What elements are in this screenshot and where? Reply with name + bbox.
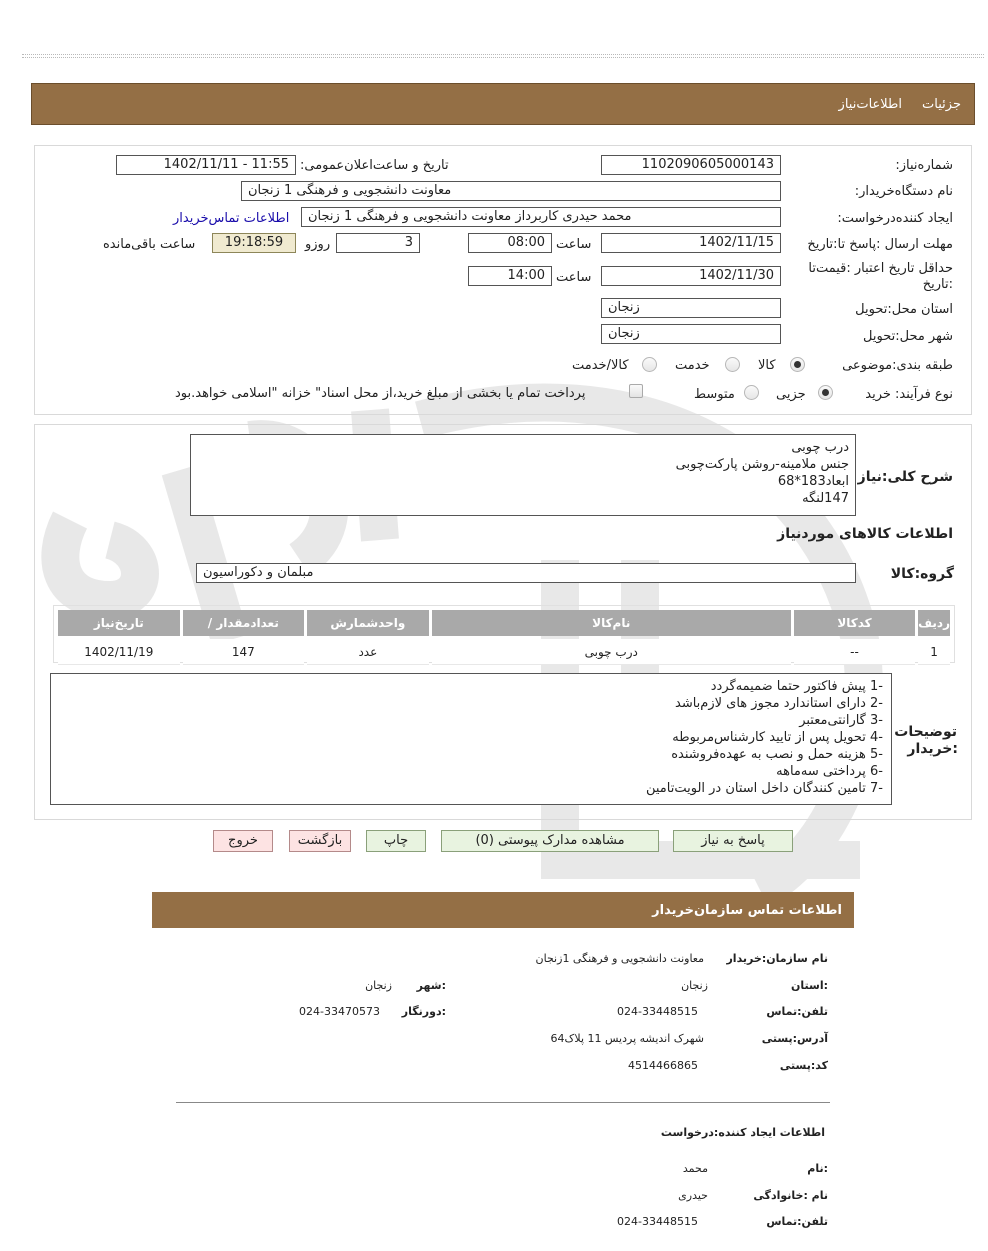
creator-family-label: نام :خانوادگی — [753, 1189, 828, 1202]
goods-group-field: مبلمان و دکوراسیون — [196, 563, 856, 583]
breadcrumb-details[interactable]: جزئیات — [922, 97, 961, 112]
col-code: کدکالا — [794, 610, 915, 636]
process-label: نوع فرآیند: خرید — [865, 387, 953, 402]
description-line: درب چوبی — [791, 440, 849, 455]
contact-phone-label: تلفن:تماس — [766, 1005, 828, 1018]
print-button[interactable]: چاپ — [366, 830, 426, 852]
contact-divider — [176, 1102, 830, 1103]
contact-city-label: :شهر — [416, 979, 446, 992]
creator-field: محمد حیدری کاربرداز معاونت دانشجویی و فرهنگی 1 زنجان — [301, 207, 781, 227]
note-line: -4 تحویل پس از تایید کارشناس‌مربوطه — [672, 730, 883, 745]
cell-date: 1402/11/19 — [58, 639, 180, 665]
buyer-label: نام دستگاه‌خریدار: — [854, 184, 953, 199]
col-date: تاریخ‌نیاز — [58, 610, 180, 636]
deadline-time-field: 08:00 — [468, 233, 552, 253]
cell-row: 1 — [918, 639, 950, 665]
reply-button[interactable]: پاسخ به نیاز — [673, 830, 793, 852]
category-both-label: کالا/خدمت — [572, 358, 629, 373]
goods-section-title: اطلاعات کالاهای مورد‌نیاز — [777, 526, 953, 542]
city-label: شهر محل:تحویل — [863, 329, 953, 344]
remaining-time-field: 19:18:59 — [212, 233, 296, 253]
buyer-notes-label: توضیحات — [894, 724, 957, 740]
goods-table — [55, 607, 953, 668]
note-line: -5 هزینه حمل و نصب به عهده‌فروشنده — [671, 747, 883, 762]
contact-postal-label: کد:پستی — [779, 1059, 828, 1072]
page-header — [31, 83, 975, 125]
city-field: زنجان — [601, 324, 781, 344]
note-line: -7 تامین کنندگان داخل استان در الویت‌تامین — [645, 781, 883, 796]
validity-date-field: 1402/11/30 — [601, 266, 781, 286]
announce-datetime-field: 1402/11/11 - 11:55 — [116, 155, 296, 175]
buyer-contact-header — [152, 892, 854, 928]
treasury-checkbox[interactable] — [629, 384, 643, 398]
days-field: 3 — [336, 233, 420, 253]
creator-phone-label: تلفن:تماس — [766, 1215, 828, 1228]
need-number-field: 1102090605000143 — [601, 155, 781, 175]
validity-label: حداقل تاریخ اعتبار :قیمت‌تا — [808, 261, 953, 276]
category-service-label: خدمت — [675, 358, 710, 373]
contact-address-label: آدرس:پستی — [761, 1032, 828, 1045]
treasury-note: پرداخت تمام یا بخشی از مبلغ خرید،از محل اسناد" خزانه "اسلامی خواهد.بود — [175, 386, 586, 401]
process-minor-radio[interactable] — [818, 385, 833, 400]
cell-quantity: 147 — [183, 639, 304, 665]
col-unit: واحدشمارش — [307, 610, 429, 636]
category-goods-radio[interactable] — [790, 357, 805, 372]
note-line: -6 پرداختی سه‌ماهه — [776, 764, 883, 779]
deadline-label: مهلت ارسال :پاسخ تا:تاریخ — [807, 237, 953, 252]
category-label: طبقه بندی:موضوعی — [842, 358, 953, 373]
cell-name: درب چوبی — [432, 639, 791, 665]
contact-city-value: زنجان — [365, 979, 392, 992]
deadline-time-label: ساعت — [556, 237, 592, 252]
validity-label-2: :تاریخ — [922, 277, 953, 292]
category-service-radio[interactable] — [725, 357, 740, 372]
note-line: -1 پیش فاکتور حتما ضمیمه‌گردد — [710, 679, 883, 694]
announce-label: تاریخ و ساعت‌اعلان‌عمومی: — [300, 158, 449, 173]
buyer-contact-link[interactable]: اطلاعات تماس‌خریدار — [173, 211, 290, 226]
creator-phone-value: 024-33448515 — [617, 1215, 698, 1228]
col-row: ردیف — [918, 610, 950, 636]
buyer-notes-textarea — [50, 673, 892, 805]
category-goods-label: کالا — [758, 358, 776, 373]
note-line: -2 دارای استاندارد مجوز های لازم‌باشد — [675, 696, 883, 711]
creator-name-value: محمد — [682, 1162, 708, 1175]
need-number-label: شماره‌نیاز: — [895, 158, 953, 173]
description-line: 147لنگه — [802, 491, 849, 506]
process-minor-label: جزیی — [776, 387, 806, 402]
buyer-field: معاونت دانشجویی و فرهنگی 1 زنجان — [241, 181, 781, 201]
table-row — [58, 639, 950, 665]
description-line: ابعاد183*68 — [777, 474, 849, 489]
creator-info-title: اطلاعات ایجاد کننده:درخواست — [660, 1126, 825, 1139]
validity-time-label: ساعت — [556, 270, 592, 285]
contact-address-value: شهرک اندیشه پردیس 11 پلاک64 — [550, 1032, 704, 1045]
org-name-value: معاونت دانشجویی و فرهنگی 1زنجان — [535, 952, 704, 965]
deadline-date-field: 1402/11/15 — [601, 233, 781, 253]
validity-time-field: 14:00 — [468, 266, 552, 286]
contact-fax-label: :دورنگار — [401, 1005, 446, 1018]
days-label: روزو — [305, 237, 331, 252]
creator-label: ایجاد کننده‌درخواست: — [837, 211, 953, 226]
description-label: شرح کلی:نیاز — [857, 469, 953, 485]
remaining-label: ساعت باقی‌مانده — [103, 237, 196, 252]
back-button[interactable]: بازگشت — [289, 830, 351, 852]
top-divider — [22, 54, 984, 58]
contact-fax-value: 024-33470573 — [299, 1005, 380, 1018]
contact-phone-value: 024-33448515 — [617, 1005, 698, 1018]
cell-code: -- — [794, 639, 915, 665]
category-both-radio[interactable] — [642, 357, 657, 372]
col-name: نام‌کالا — [432, 610, 791, 636]
exit-button[interactable]: خروج — [213, 830, 273, 852]
goods-group-label: گروه:کالا — [890, 566, 954, 582]
cell-unit: عدد — [307, 639, 429, 665]
buyer-notes-label-2: :خریدار — [907, 741, 958, 757]
note-line: -3 گارانتی‌معتبر — [799, 713, 883, 728]
contact-postal-value: 4514466865 — [628, 1059, 698, 1072]
col-quantity: تعداد‌مقدار / — [183, 610, 304, 636]
creator-name-label: :نام — [807, 1162, 828, 1175]
process-medium-label: متوسط — [694, 387, 735, 402]
view-attachments-button[interactable]: مشاهده مدارک پیوستی (0) — [441, 830, 659, 852]
creator-family-value: حیدری — [678, 1189, 708, 1202]
description-textarea — [190, 434, 856, 516]
breadcrumb-need-info[interactable]: اطلاعات‌نیاز — [838, 97, 902, 112]
province-field: زنجان — [601, 298, 781, 318]
org-name-label: نام سازمان:خریدار — [726, 952, 828, 965]
process-medium-radio[interactable] — [744, 385, 759, 400]
contact-province-value: زنجان — [681, 979, 708, 992]
description-line: جنس ملامینه-روشن پارکت‌چوبی — [675, 457, 849, 472]
province-label: استان محل:تحویل — [855, 302, 953, 317]
buyer-contact-title: اطلاعات تماس سازمان‌خریدار — [652, 903, 842, 918]
contact-province-label: :استان — [791, 979, 828, 992]
